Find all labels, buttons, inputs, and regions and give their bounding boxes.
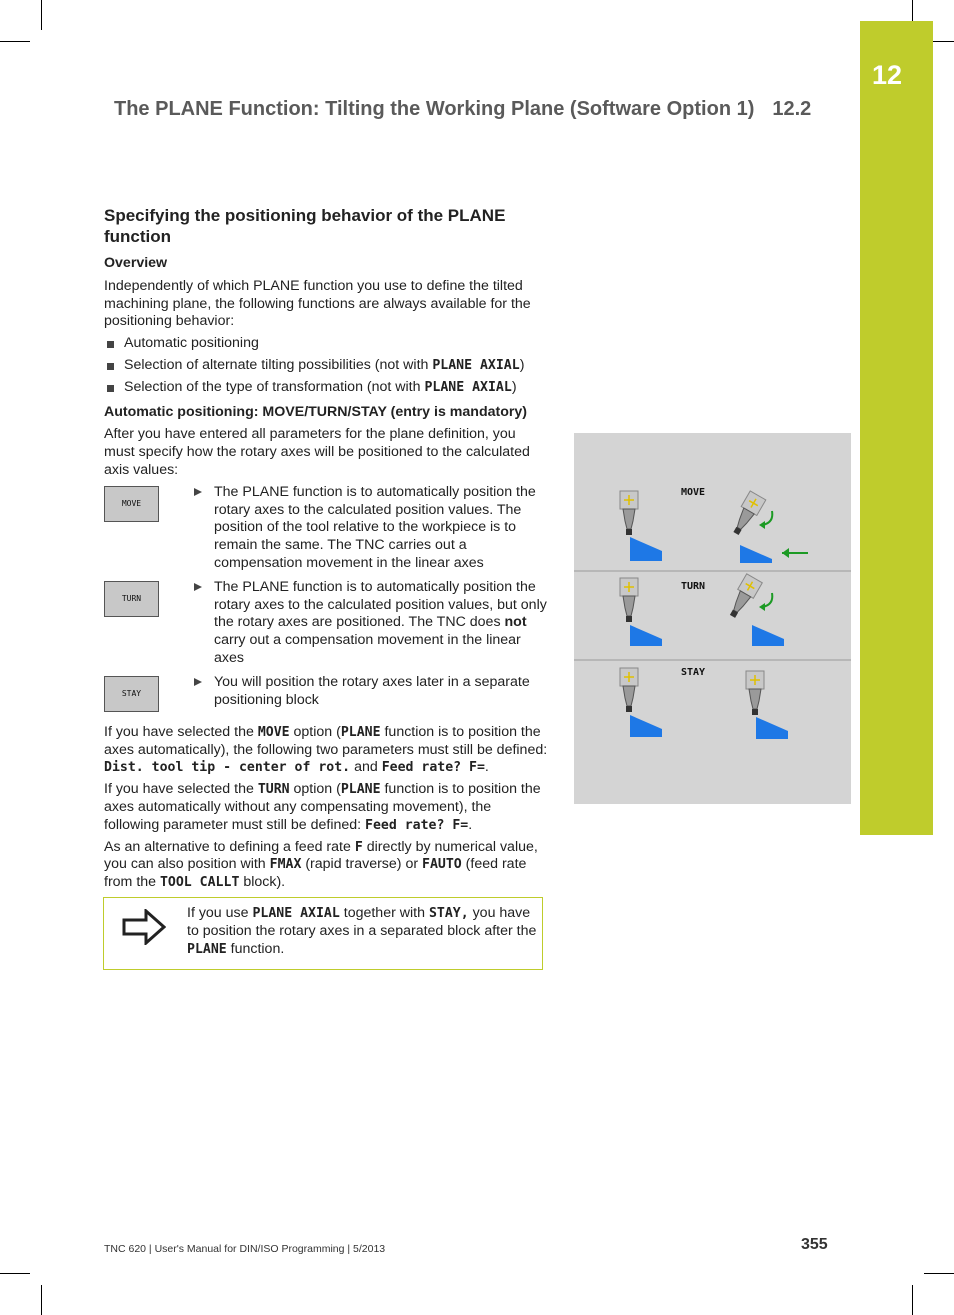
- crop-mark: [41, 1285, 42, 1315]
- feed-rate-paragraph: As an alternative to defining a feed rate F directly by numerical value, you can also position with FMAX (rapid traverse) or FAUTO (feed rate from the TOOL CALLT block).: [104, 838, 538, 891]
- positioning-figure: [574, 433, 851, 804]
- workpiece-shape: [756, 717, 788, 739]
- turn-label: TURN: [681, 581, 706, 592]
- overview-heading: Overview: [104, 255, 168, 271]
- tool-icon: [746, 671, 764, 715]
- note-text: If you use PLANE AXIAL together with STAY, you have to position the rotary axes in a separated block after the PLANE function.: [187, 905, 537, 957]
- turn-description: The PLANE function is to automatically position the rotary axes to the calculated position values, but only the rotary axes are positioned. The TNC does not carry out a compensation movement in the linear axes: [194, 579, 549, 668]
- page-number: 355: [801, 1236, 828, 1253]
- move-description: The PLANE function is to automatically position the rotary axes to the calculated position values. The position of the tool relative to the workpiece is to remain the same. The TNC carries out a compensation movement in the linear axes: [194, 484, 549, 573]
- arrow-right-icon: [122, 909, 166, 950]
- crop-mark: [0, 41, 30, 42]
- list-item: Selection of alternate tilting possibilities (not with PLANE AXIAL): [104, 357, 549, 375]
- footer-text: TNC 620 | User's Manual for DIN/ISO Programming | 5/2013: [104, 1243, 386, 1255]
- list-item: Automatic positioning: [104, 335, 549, 353]
- workpiece-shape: [740, 545, 772, 563]
- softkey-row-turn: [104, 579, 549, 668]
- list-item: Selection of the type of transformation (not with PLANE AXIAL): [104, 379, 549, 397]
- chapter-tab: [860, 21, 933, 835]
- workpiece-shape: [752, 625, 784, 646]
- workpiece-shape: [630, 715, 662, 737]
- move-softkey[interactable]: MOVE: [104, 486, 159, 522]
- header-title: The PLANE Function: Tilting the Working Plane (Software Option 1): [114, 98, 755, 120]
- tool-icon: [620, 668, 638, 712]
- turn-softkey[interactable]: TURN: [104, 581, 159, 617]
- auto-positioning-intro: After you have entered all parameters for the plane definition, you must specify how the rotary axes will be positioned to the calculated axis values:: [104, 426, 530, 478]
- crop-mark: [41, 0, 42, 30]
- stay-label: STAY: [681, 667, 706, 678]
- stay-softkey[interactable]: STAY: [104, 676, 159, 712]
- move-parameters-paragraph: If you have selected the MOVE option (PLANE function is to position the axes automatically), the following two parameters must still be defined: Dist. tool tip - center of rot. and Feed rate? F=.: [104, 723, 548, 776]
- tool-icon: [728, 491, 766, 538]
- tool-icon: [725, 574, 763, 621]
- crop-mark: [912, 1285, 913, 1315]
- overview-bullet-list: [104, 335, 549, 396]
- move-label: MOVE: [681, 487, 706, 498]
- turn-parameters-paragraph: If you have selected the TURN option (PLANE function is to position the axes automatically without any compensating movement), the following parameter must still be defined: Feed rate? F=.: [104, 781, 541, 833]
- softkey-row-move: [104, 484, 549, 573]
- section-title: Specifying the positioning behavior of the PLANE function: [104, 206, 506, 246]
- chapter-number: 12: [872, 60, 903, 90]
- stay-description: You will position the rotary axes later in a separate positioning block: [194, 674, 549, 712]
- main-content: [104, 205, 549, 896]
- note-box: [103, 897, 543, 970]
- overview-intro: Independently of which PLANE function you use to define the tilted machining plane, the following functions are always available for the positioning behavior:: [104, 277, 531, 330]
- workpiece-shape: [630, 537, 662, 561]
- auto-positioning-heading: Automatic positioning: MOVE/TURN/STAY (entry is mandatory): [104, 403, 528, 420]
- tool-icon: [620, 578, 638, 622]
- crop-mark: [924, 1273, 954, 1274]
- header-section-number: 12.2: [772, 98, 812, 120]
- softkey-row-stay: [104, 674, 549, 712]
- workpiece-shape: [630, 625, 662, 646]
- running-header: [114, 98, 811, 121]
- positioning-illustration: [574, 433, 851, 804]
- tool-icon: [620, 491, 638, 535]
- crop-mark: [0, 1273, 30, 1274]
